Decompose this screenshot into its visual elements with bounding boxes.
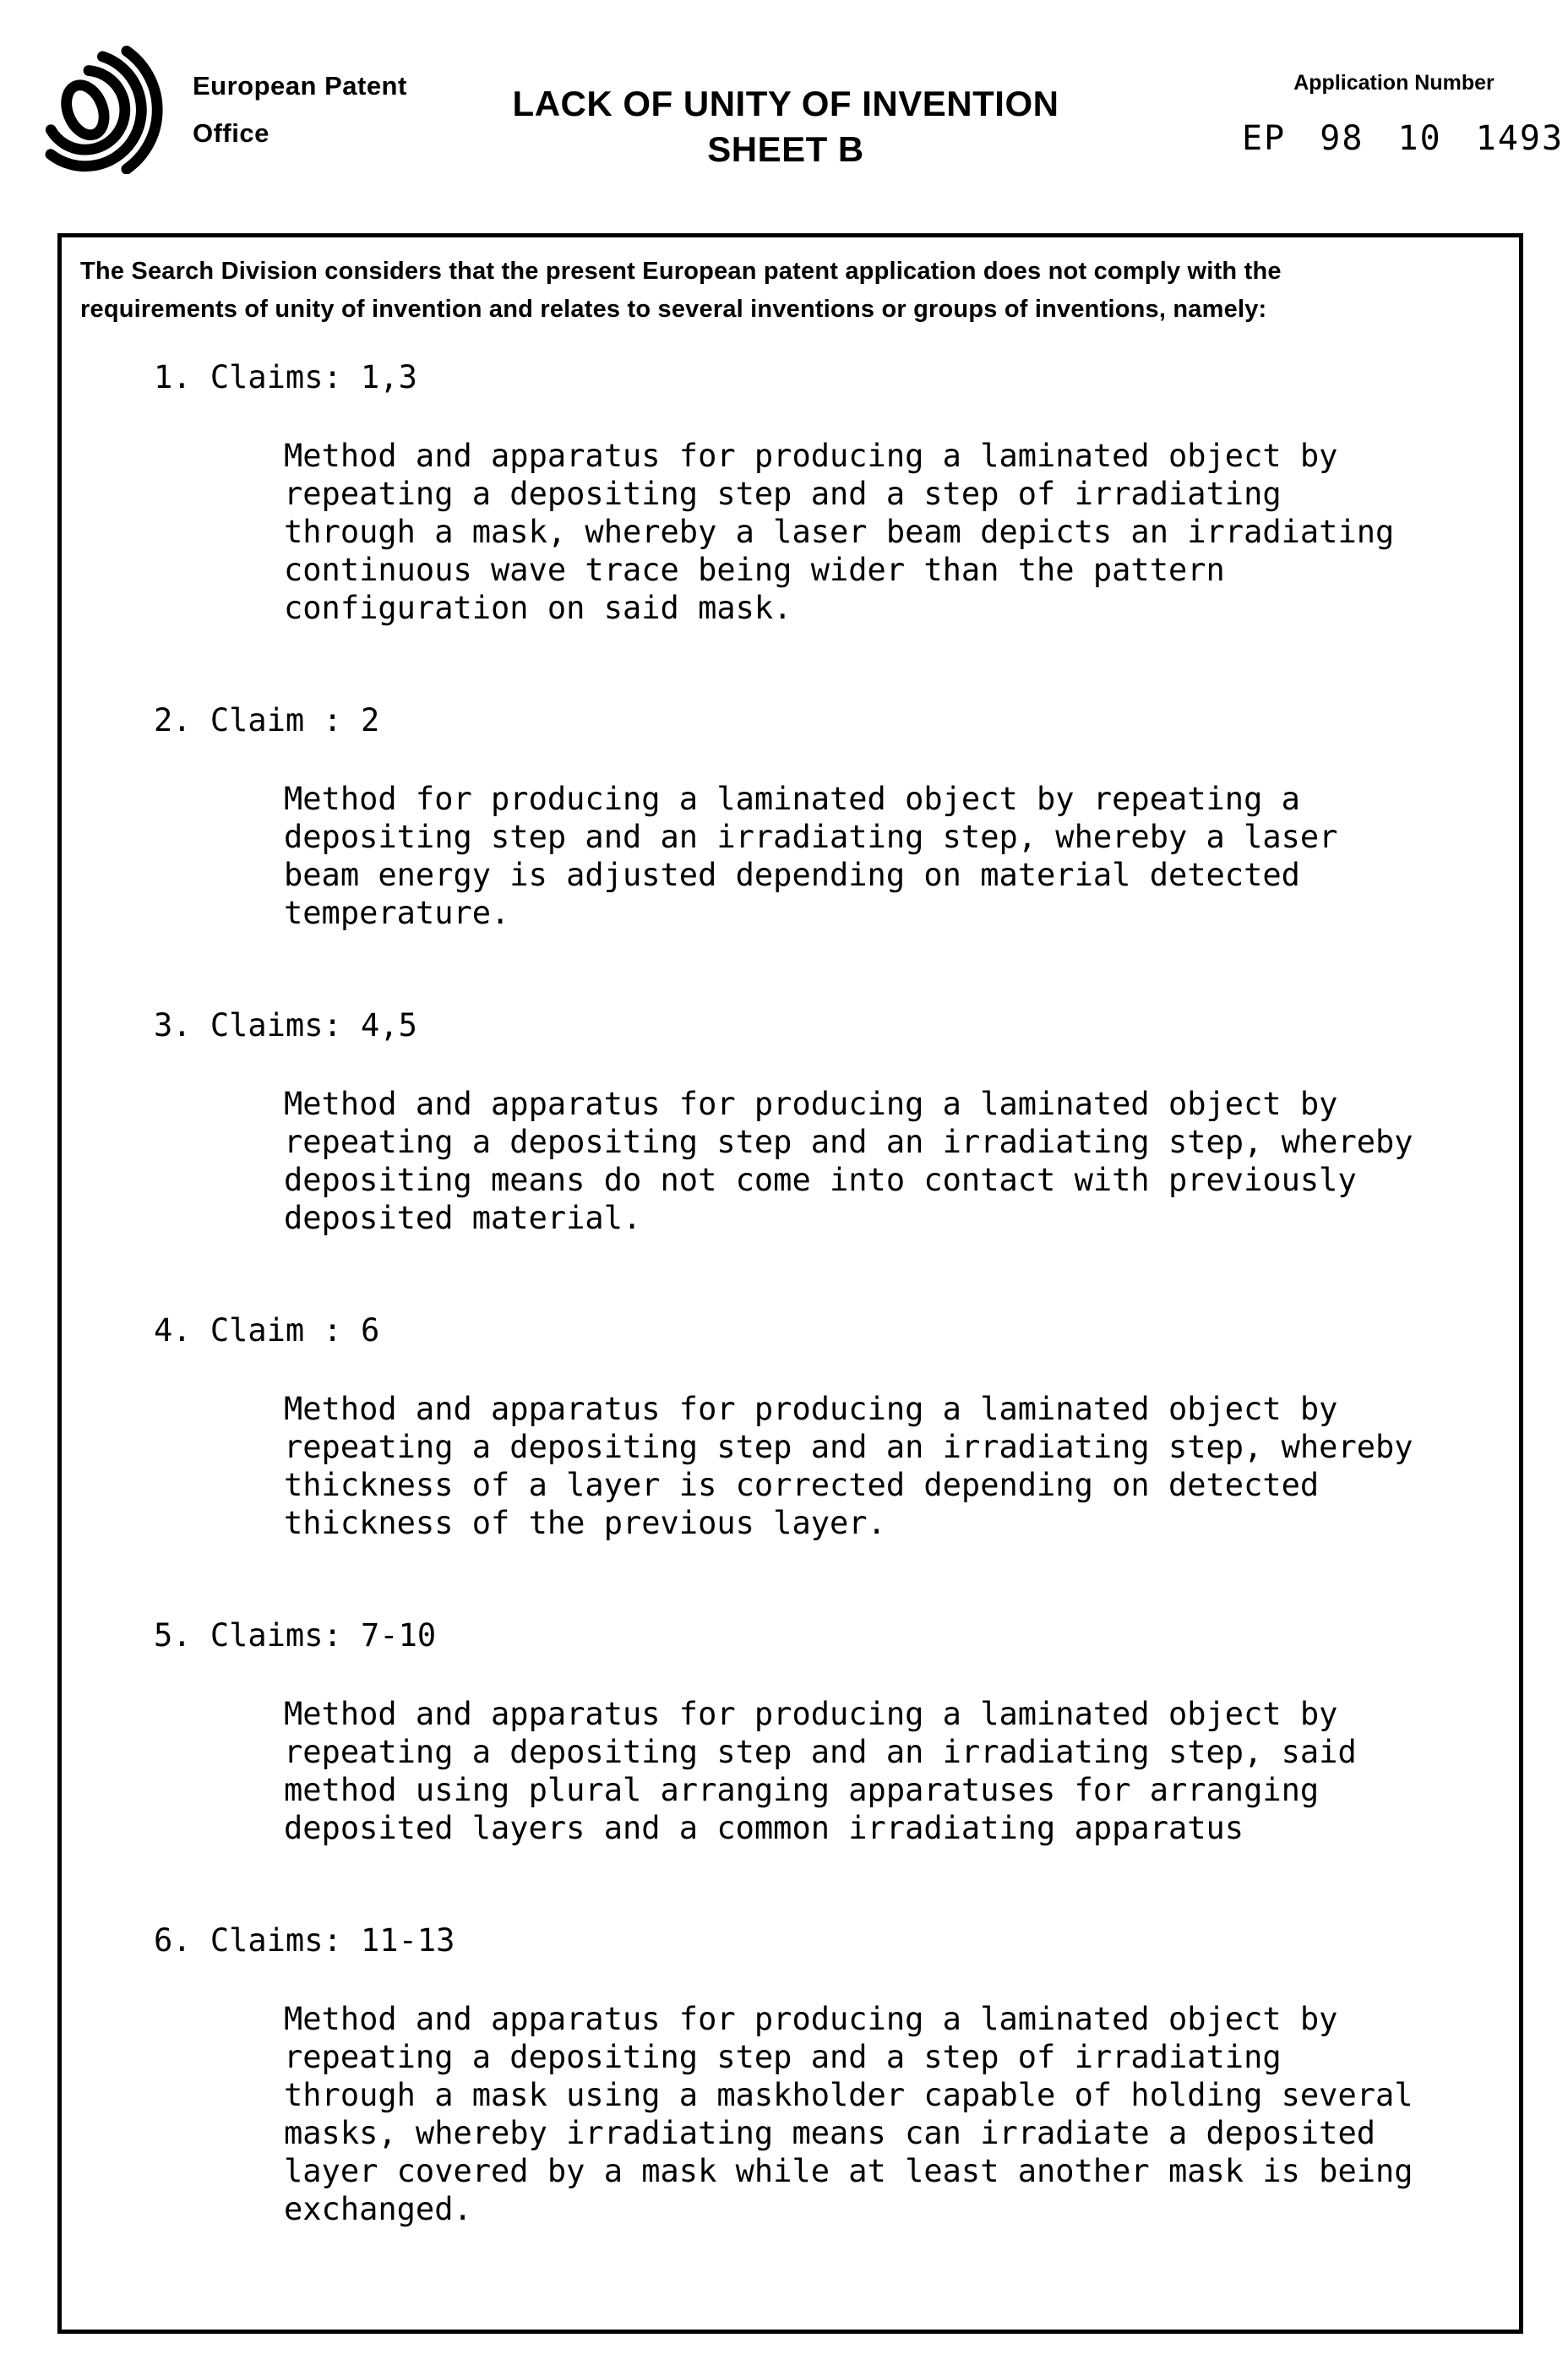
org-name: European Patent Office [193,71,407,148]
claim-group-1 [154,358,1500,627]
document-title [279,81,1293,172]
epo-logo-icon [41,24,163,174]
document-title-line1: LACK OF UNITY OF INVENTION [512,84,1059,123]
claim-heading: 1. Claims: 1,3 [154,359,417,395]
claim-group-4 [154,1311,1500,1542]
claim-group-2 [154,701,1500,932]
claim-body: Method and apparatus for producing a laminated object by repeating a depositing step and a step of irradiating through a mask using a maskholder capable of holding several masks, whereby irradiating means can irradiate a deposited layer covered by a mask while at least another mask is being exchanged. [284,2001,1413,2227]
claim-group-5 [154,1616,1500,1847]
claim-groups [80,358,1500,2228]
claim-body: Method and apparatus for producing a laminated object by repeating a depositing step and an irradiating step, whereby thickness of a layer is corrected depending on detected thickness of the previous layer. [284,1391,1413,1541]
intro-paragraph: The Search Division considers that the present European patent application does not comply with the requirements of unity of invention and relates to several inventions or groups of inventions, namely: [80,258,1282,323]
application-number-value: EP 98 10 1493 [1242,119,1565,158]
claim-heading: 3. Claims: 4,5 [154,1007,417,1044]
claim-body: Method and apparatus for producing a laminated object by repeating a depositing step and an irradiating step, said method using plural arranging apparatuses for arranging deposited layers and a common irradiating apparatus [284,1696,1357,1846]
application-number-block [1242,71,1565,158]
claim-heading: 5. Claims: 7-10 [154,1617,437,1654]
claim-body: Method and apparatus for producing a laminated object by repeating a depositing step and a step of irradiating through a mask, whereby a laser beam depicts an irradiating continuous wave trace being wider than the pattern configuration on said mask. [284,438,1395,626]
claim-heading: 4. Claim : 6 [154,1312,380,1349]
application-number-label: Application Number [1293,71,1494,95]
claim-group-6 [154,1921,1500,2228]
claim-body: Method for producing a laminated object by repeating a depositing step and an irradiating step, whereby a laser beam energy is adjusted depending on material detected temperature. [284,781,1338,931]
document-title-line2: SHEET B [707,129,864,169]
content-box [57,233,1523,2334]
claim-heading: 2. Claim : 2 [154,702,380,738]
claim-body: Method and apparatus for producing a laminated object by repeating a depositing step and an irradiating step, whereby depositing means do not come into contact with previously deposited material. [284,1086,1413,1236]
claim-heading: 6. Claims: 11-13 [154,1922,455,1959]
claim-group-3 [154,1006,1500,1237]
